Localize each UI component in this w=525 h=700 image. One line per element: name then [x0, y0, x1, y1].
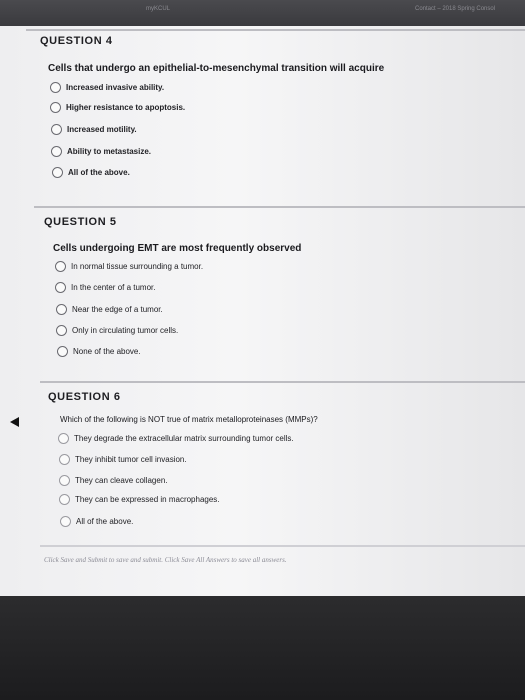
radio-button[interactable] — [56, 304, 67, 315]
option-label: They can be expressed in macrophages. — [75, 495, 220, 504]
q4-option-d[interactable] — [51, 146, 151, 157]
option-label: Ability to metastasize. — [67, 147, 152, 156]
save-instructions: Click Save and Submit to save and submit. Click Save All Answers to save all answers. — [44, 556, 287, 564]
question-4-heading: QUESTION 4 — [40, 35, 113, 47]
radio-button[interactable] — [57, 346, 68, 357]
option-label: Increased invasive ability. — [66, 83, 165, 92]
radio-button[interactable] — [59, 475, 70, 486]
q4-option-a[interactable] — [50, 82, 164, 93]
question-4-stem: Cells that undergo an epithelial-to-mesenchymal transition will acquire — [48, 63, 385, 74]
radio-button[interactable] — [51, 124, 62, 135]
radio-button[interactable] — [55, 282, 66, 293]
option-label: Higher resistance to apoptosis. — [66, 103, 186, 112]
option-label: In normal tissue surrounding a tumor. — [71, 262, 204, 271]
radio-button[interactable] — [50, 82, 61, 93]
radio-button[interactable] — [50, 102, 61, 113]
course-title: Contact – 2018 Spring Consol — [415, 6, 496, 12]
option-label: They degrade the extracellular matrix surrounding tumor cells. — [74, 434, 294, 443]
option-label: They inhibit tumor cell invasion. — [75, 455, 187, 464]
option-label: In the center of a tumor. — [71, 283, 156, 292]
question-5-stem: Cells undergoing EMT are most frequently observed — [53, 243, 302, 254]
option-label: Increased motility. — [67, 125, 137, 134]
q5-option-e[interactable] — [57, 346, 141, 357]
browser-top-bar — [0, 0, 525, 26]
divider — [40, 545, 525, 547]
site-title: myKCUL — [146, 6, 171, 12]
option-label: Near the edge of a tumor. — [72, 305, 163, 314]
mouse-cursor-icon — [10, 417, 19, 427]
desk-background — [0, 596, 525, 700]
option-label: None of the above. — [73, 347, 141, 356]
q5-option-c[interactable] — [56, 304, 163, 315]
radio-button[interactable] — [55, 261, 66, 272]
question-5-heading: QUESTION 5 — [44, 216, 117, 228]
q5-option-b[interactable] — [55, 282, 156, 293]
q6-option-a[interactable] — [58, 433, 294, 444]
radio-button[interactable] — [51, 146, 62, 157]
q6-option-b[interactable] — [59, 454, 187, 465]
option-label: All of the above. — [68, 168, 130, 177]
q6-option-e[interactable] — [60, 516, 133, 527]
q5-option-d[interactable] — [56, 325, 178, 336]
radio-button[interactable] — [59, 454, 70, 465]
radio-button[interactable] — [60, 516, 71, 527]
q4-option-b[interactable] — [50, 102, 185, 113]
q5-option-a[interactable] — [55, 261, 203, 272]
q6-option-d[interactable] — [59, 494, 220, 505]
question-6-heading: QUESTION 6 — [48, 391, 121, 403]
question-6-stem: Which of the following is NOT true of matrix metalloproteinases (MMPs)? — [60, 415, 318, 424]
q4-option-c[interactable] — [51, 124, 137, 135]
radio-button[interactable] — [58, 433, 69, 444]
radio-button[interactable] — [56, 325, 67, 336]
option-label: They can cleave collagen. — [75, 476, 168, 485]
option-label: Only in circulating tumor cells. — [72, 326, 179, 335]
q4-option-e[interactable] — [52, 167, 130, 178]
divider — [26, 29, 525, 31]
divider — [34, 206, 525, 208]
divider — [40, 381, 525, 383]
q6-option-c[interactable] — [59, 475, 168, 486]
radio-button[interactable] — [52, 167, 63, 178]
option-label: All of the above. — [76, 517, 134, 526]
radio-button[interactable] — [59, 494, 70, 505]
